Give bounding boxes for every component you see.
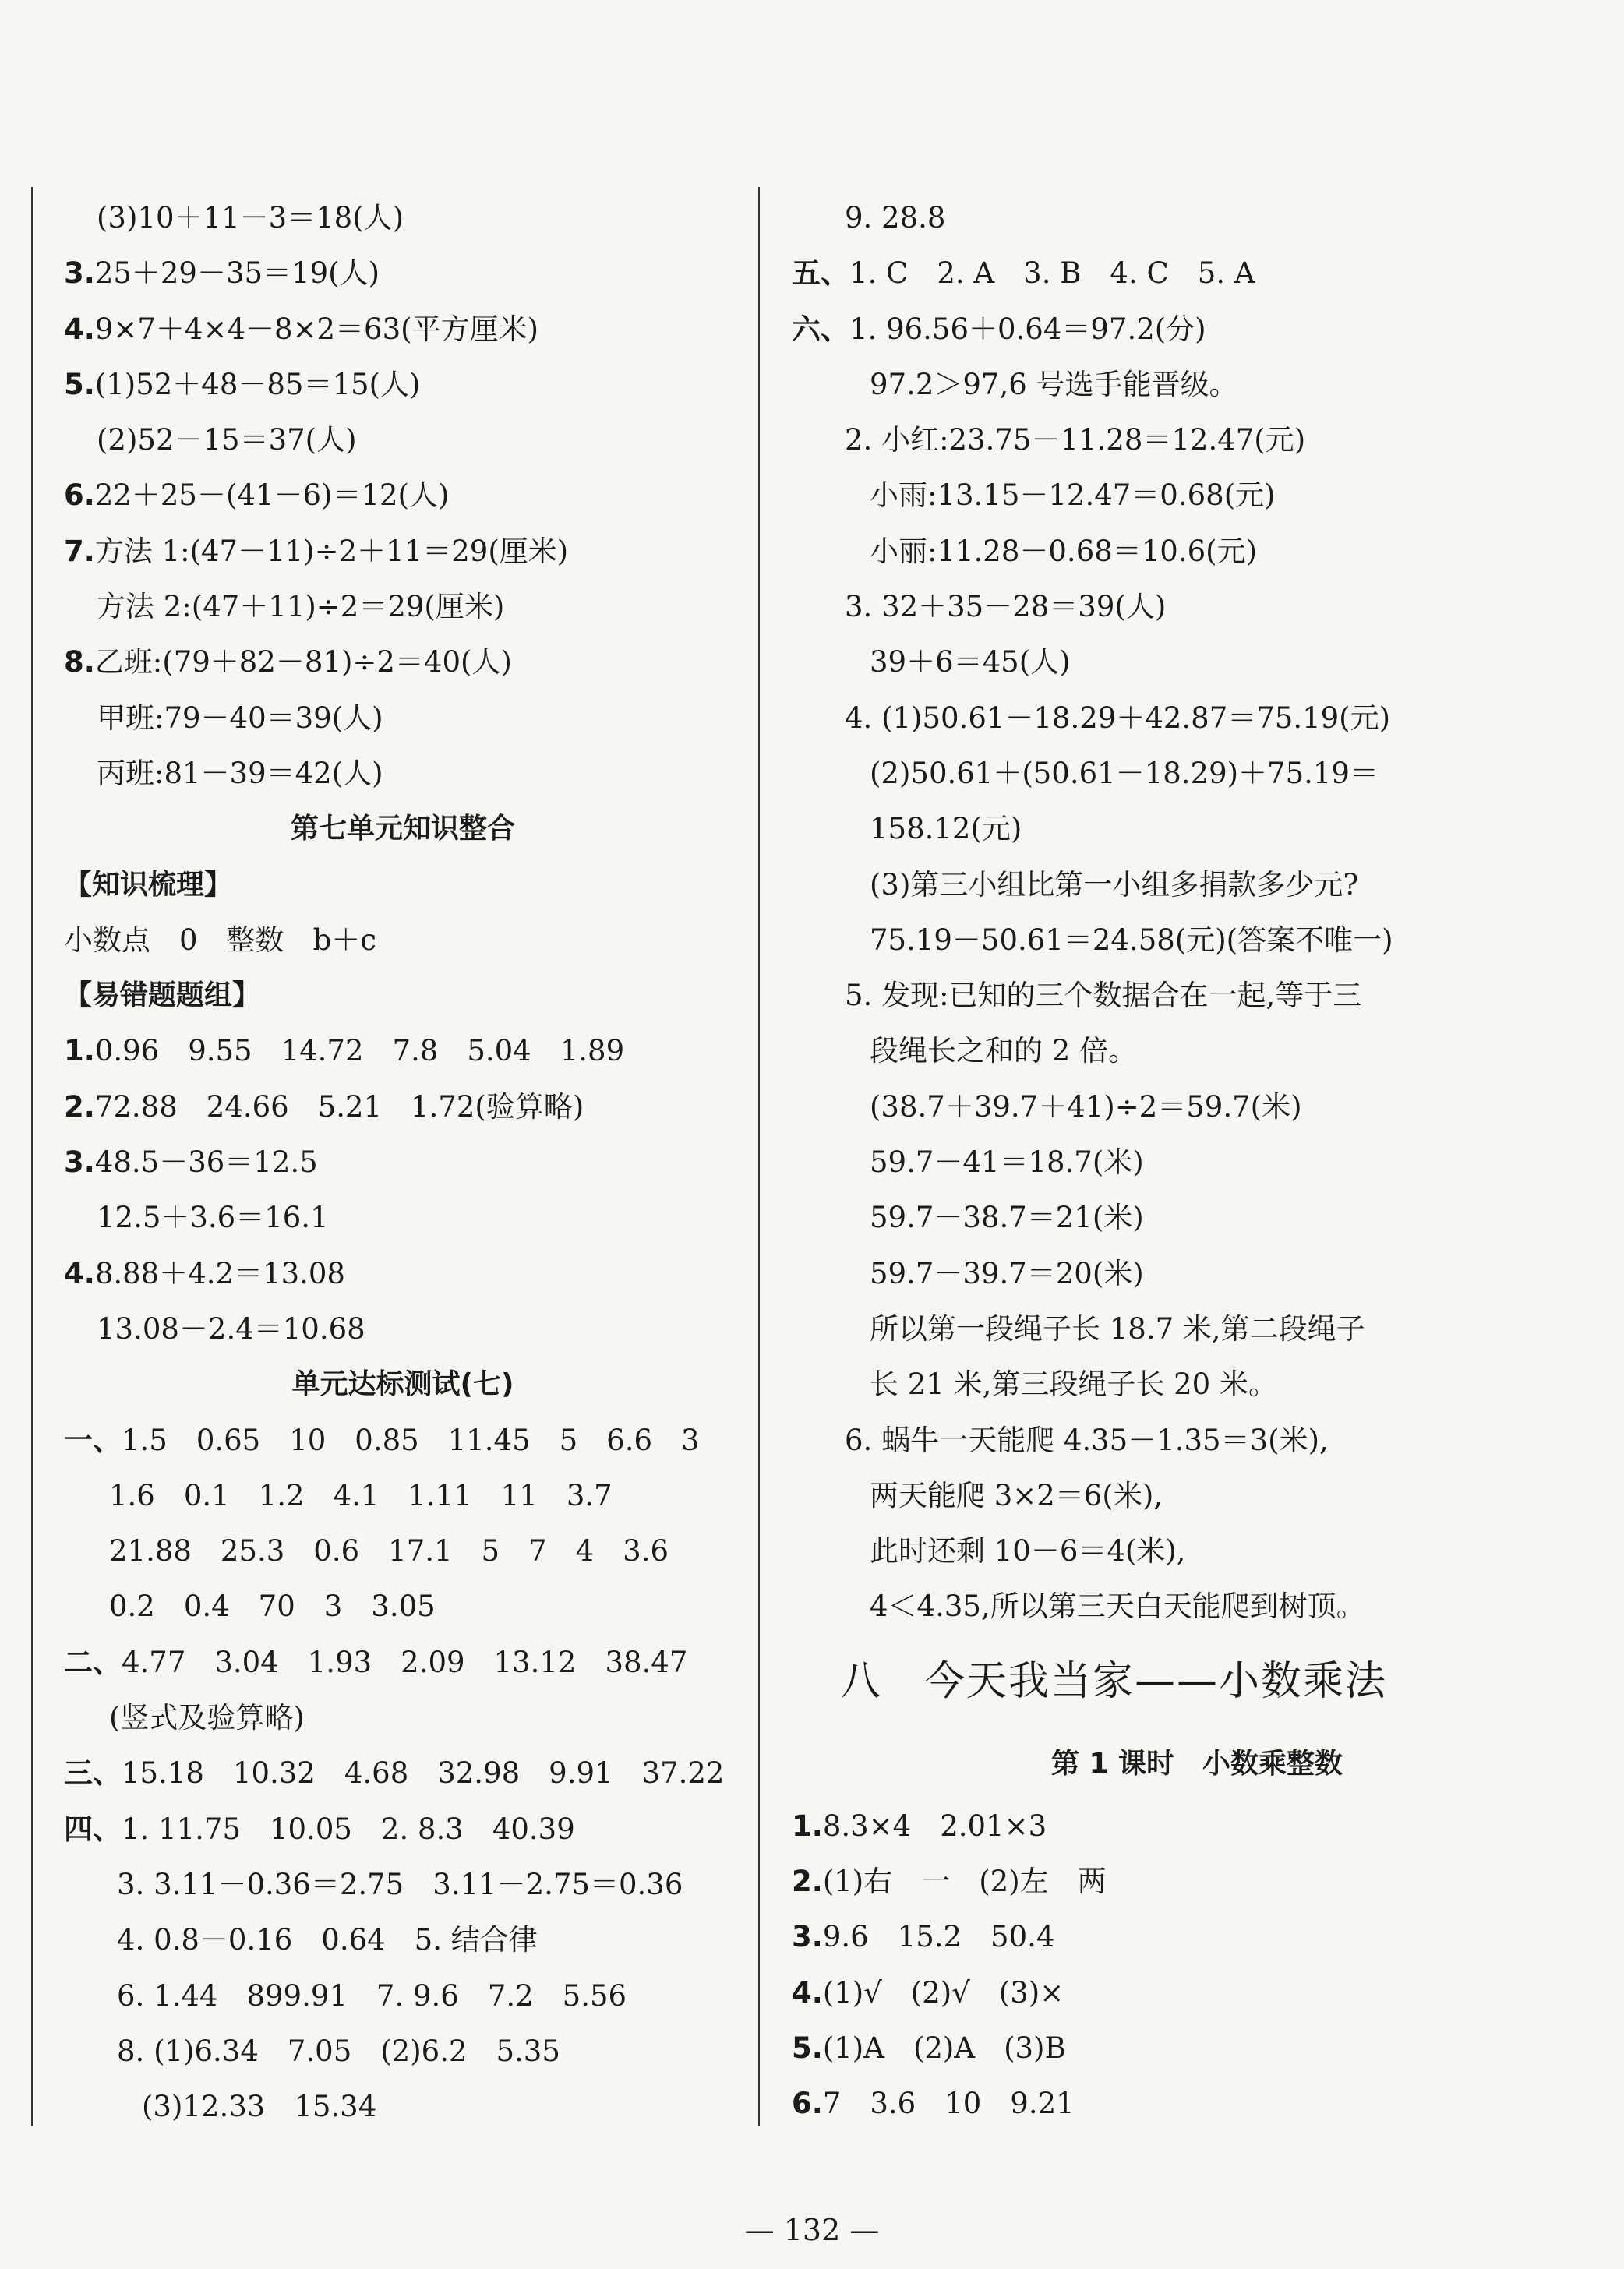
answer-text: 第七单元知识整合 bbox=[290, 813, 515, 845]
answer-text: 0.2 0.4 70 3 3.05 bbox=[109, 1590, 436, 1624]
answer-text: 丙班:81－39＝42(人) bbox=[97, 756, 383, 790]
lesson-title: 第 1 课时 小数乘整数 bbox=[1050, 1747, 1343, 1780]
answer-line bbox=[792, 1909, 1602, 1964]
answer-text: 1. 11.75 10.05 2. 8.3 40.39 bbox=[122, 1812, 575, 1846]
section-title: 八 今天我当家——小数乘法 bbox=[840, 1657, 1388, 1705]
answer-line bbox=[792, 857, 1602, 912]
item-number: 5. bbox=[64, 367, 95, 401]
answer-line bbox=[792, 2076, 1602, 2131]
answer-line bbox=[792, 1246, 1602, 1301]
answer-line bbox=[792, 412, 1602, 468]
answer-text: 158.12(元) bbox=[870, 812, 1022, 846]
item-number: 3. bbox=[792, 1920, 823, 1954]
item-number: 1. bbox=[64, 1034, 95, 1068]
answer-text: 3. 3.11－0.36＝2.75 3.11－2.75＝0.36 bbox=[117, 1867, 683, 1901]
answer-line bbox=[64, 1968, 742, 2024]
answer-text: (1)52＋48－85＝15(人) bbox=[94, 367, 421, 401]
answer-line bbox=[64, 468, 742, 523]
answer-text: 单元达标测试(七) bbox=[291, 1368, 514, 1401]
right-column bbox=[792, 190, 1602, 2132]
item-number: 4. bbox=[792, 1975, 823, 2010]
answer-text: (竖式及验算略) bbox=[109, 1701, 305, 1735]
answer-text: 75.19－50.61＝24.58(元)(答案不唯一) bbox=[870, 923, 1393, 957]
answer-text: 59.7－39.7＝20(米) bbox=[870, 1256, 1144, 1290]
answer-text: 59.7－41＝18.7(米) bbox=[870, 1145, 1144, 1180]
answer-text: 22＋25－(41－6)＝12(人) bbox=[94, 478, 450, 513]
answer-text: 6. 蜗牛一天能爬 4.35－1.35＝3(米), bbox=[845, 1423, 1329, 1457]
answer-text: 方法 2:(47＋11)÷2＝29(厘米) bbox=[97, 590, 505, 624]
item-number: 7. bbox=[64, 534, 95, 568]
answer-line bbox=[64, 1079, 742, 1134]
item-number: 一、 bbox=[64, 1423, 122, 1457]
left-column bbox=[64, 190, 742, 2134]
answer-line bbox=[64, 1413, 742, 1468]
answer-text: 0.96 9.55 14.72 7.8 5.04 1.89 bbox=[94, 1034, 625, 1068]
answer-text: 2. 小红:23.75－11.28＝12.47(元) bbox=[845, 423, 1306, 457]
answer-line bbox=[64, 1301, 742, 1357]
item-number: 六、 bbox=[792, 312, 849, 346]
answer-text: 小雨:13.15－12.47＝0.68(元) bbox=[870, 478, 1276, 513]
answer-line bbox=[64, 357, 742, 412]
answer-line bbox=[64, 1357, 742, 1412]
answer-line bbox=[792, 245, 1602, 301]
answer-line bbox=[64, 1023, 742, 1078]
answer-line bbox=[64, 690, 742, 746]
answer-text: 1. C 2. A 3. B 4. C 5. A bbox=[849, 256, 1255, 291]
answer-line bbox=[792, 1357, 1602, 1412]
answer-text: 4. 0.8－0.16 0.64 5. 结合律 bbox=[117, 1923, 538, 1957]
answer-line bbox=[64, 1635, 742, 1690]
answer-text: 长 21 米,第三段绳子长 20 米。 bbox=[870, 1367, 1277, 1402]
answer-text: 15.18 10.32 4.68 32.98 9.91 37.22 bbox=[122, 1756, 725, 1791]
answer-text: (1)A (2)A (3)B bbox=[822, 2031, 1066, 2065]
answer-line bbox=[64, 579, 742, 634]
answer-text: 小数点 0 整数 b＋c bbox=[64, 923, 376, 957]
answer-text: 方法 1:(47－11)÷2＋11＝29(厘米) bbox=[94, 534, 569, 568]
answer-text: 72.88 24.66 5.21 1.72(验算略) bbox=[94, 1089, 584, 1124]
answer-text: (3)第三小组比第一小组多捐款多少元? bbox=[870, 867, 1359, 902]
answer-line bbox=[64, 302, 742, 357]
right-column-answers bbox=[792, 190, 1602, 1635]
answer-line bbox=[64, 1745, 742, 1801]
answer-text: 6. 1.44 899.91 7. 9.6 7.2 5.56 bbox=[117, 1978, 627, 2013]
answer-text: 13.08－2.4＝10.68 bbox=[97, 1311, 365, 1346]
column-divider-rule bbox=[758, 187, 760, 2126]
answer-text: 所以第一段绳子长 18.7 米,第二段绳子 bbox=[870, 1311, 1365, 1346]
item-number: 1. bbox=[792, 1808, 823, 1843]
answer-line bbox=[792, 634, 1602, 690]
answer-line bbox=[792, 524, 1602, 579]
answer-line bbox=[792, 1301, 1602, 1357]
answer-line bbox=[792, 968, 1602, 1023]
answer-text: 7 3.6 10 9.21 bbox=[822, 2087, 1075, 2121]
answer-text: 8.88＋4.2＝13.08 bbox=[94, 1256, 345, 1290]
answer-text: 3. 32＋35－28＝39(人) bbox=[845, 590, 1167, 624]
answer-text: 12.5＋3.6＝16.1 bbox=[97, 1201, 329, 1235]
answer-text: 小丽:11.28－0.68＝10.6(元) bbox=[870, 534, 1258, 568]
item-number: 4. bbox=[64, 312, 95, 346]
answer-line bbox=[792, 1190, 1602, 1245]
answer-text: 9.6 15.2 50.4 bbox=[822, 1920, 1055, 1954]
answer-line bbox=[64, 746, 742, 801]
answer-line bbox=[64, 801, 742, 856]
item-number: 8. bbox=[64, 645, 95, 679]
answer-line bbox=[64, 1690, 742, 1745]
answer-line bbox=[64, 2079, 742, 2134]
item-number: 4. bbox=[64, 1256, 95, 1290]
answer-line bbox=[792, 1079, 1602, 1134]
answer-text: 21.88 25.3 0.6 17.1 5 7 4 3.6 bbox=[109, 1534, 669, 1569]
item-number: 二、 bbox=[64, 1645, 122, 1679]
answer-line bbox=[792, 1134, 1602, 1190]
answer-line bbox=[64, 1134, 742, 1190]
answer-line bbox=[64, 245, 742, 301]
answer-text: (3)12.33 15.34 bbox=[142, 2090, 377, 2124]
item-number: 3. bbox=[64, 256, 95, 291]
answer-text: 4. (1)50.61－18.29＋42.87＝75.19(元) bbox=[845, 700, 1391, 735]
item-number: 3. bbox=[64, 1145, 95, 1180]
answer-line bbox=[792, 912, 1602, 968]
answer-line bbox=[64, 1912, 742, 1967]
answer-text: (38.7＋39.7＋41)÷2＝59.7(米) bbox=[870, 1089, 1302, 1124]
answer-line bbox=[64, 634, 742, 690]
item-number: 四、 bbox=[64, 1812, 122, 1846]
answer-line bbox=[792, 1523, 1602, 1579]
answer-line bbox=[64, 1579, 742, 1634]
answer-line bbox=[64, 1801, 742, 1857]
answer-text: 段绳长之和的 2 倍。 bbox=[870, 1034, 1138, 1068]
answer-line bbox=[64, 968, 742, 1023]
answer-line bbox=[792, 190, 1602, 245]
answer-line bbox=[64, 912, 742, 968]
answer-text: (1)右 一 (2)左 两 bbox=[822, 1865, 1107, 1899]
item-number: 5. bbox=[792, 2031, 823, 2065]
answer-line bbox=[792, 1413, 1602, 1468]
item-number: 2. bbox=[792, 1865, 823, 1899]
answer-line bbox=[792, 2020, 1602, 2076]
answer-line bbox=[64, 2024, 742, 2079]
answer-text: 乙班:(79＋82－81)÷2＝40(人) bbox=[94, 645, 512, 679]
answer-line bbox=[792, 801, 1602, 856]
answer-line bbox=[792, 468, 1602, 523]
answer-text: (2)52－15＝37(人) bbox=[97, 423, 357, 457]
answer-line bbox=[792, 1579, 1602, 1634]
answer-line bbox=[792, 1468, 1602, 1523]
answer-text: 39＋6＝45(人) bbox=[870, 645, 1071, 679]
answer-line bbox=[792, 357, 1602, 412]
answer-text: 48.5－36＝12.5 bbox=[94, 1145, 318, 1180]
answer-text: 25＋29－35＝19(人) bbox=[94, 256, 380, 291]
item-number: 五、 bbox=[792, 256, 849, 291]
answer-line bbox=[64, 1857, 742, 1912]
answer-line bbox=[64, 1468, 742, 1523]
answer-text: 9×7＋4×4－8×2＝63(平方厘米) bbox=[94, 312, 539, 346]
answer-line bbox=[792, 579, 1602, 634]
answer-text: (1)√ (2)√ (3)× bbox=[822, 1975, 1064, 2010]
item-number: 6. bbox=[64, 478, 95, 513]
answer-text: 【知识梳理】 bbox=[64, 868, 233, 901]
answer-text: 4＜4.35,所以第三天白天能爬到树顶。 bbox=[870, 1590, 1365, 1624]
answer-line bbox=[64, 1246, 742, 1301]
left-margin-rule bbox=[31, 187, 33, 2126]
answer-line bbox=[64, 1190, 742, 1245]
answer-text: 1. 96.56＋0.64＝97.2(分) bbox=[849, 312, 1206, 346]
answer-line bbox=[64, 412, 742, 468]
answer-text: 4.77 3.04 1.93 2.09 13.12 38.47 bbox=[122, 1645, 688, 1679]
page-number: — 132 — bbox=[744, 2213, 880, 2247]
item-number: 2. bbox=[64, 1089, 95, 1124]
answer-text: 两天能爬 3×2＝6(米), bbox=[870, 1478, 1163, 1512]
answer-text: 8. (1)6.34 7.05 (2)6.2 5.35 bbox=[117, 2034, 560, 2068]
answer-line bbox=[64, 190, 742, 245]
answer-line bbox=[792, 1798, 1602, 1854]
item-number: 6. bbox=[792, 2087, 823, 2121]
answer-text: 此时还剩 10－6＝4(米), bbox=[870, 1534, 1186, 1569]
item-number: 三、 bbox=[64, 1756, 122, 1791]
answer-line bbox=[792, 1023, 1602, 1078]
answer-line bbox=[792, 302, 1602, 357]
answer-line bbox=[792, 1965, 1602, 2020]
answer-text: 甲班:79－40＝39(人) bbox=[97, 700, 383, 735]
answer-text: 1.5 0.65 10 0.85 11.45 5 6.6 3 bbox=[122, 1423, 700, 1457]
answer-line bbox=[792, 1854, 1602, 1909]
answer-line bbox=[64, 524, 742, 579]
answer-text: 8.3×4 2.01×3 bbox=[822, 1808, 1047, 1843]
answer-text: 9. 28.8 bbox=[845, 201, 946, 235]
answer-text: 1.6 0.1 1.2 4.1 1.11 11 3.7 bbox=[109, 1478, 613, 1512]
answer-line bbox=[64, 1523, 742, 1579]
answer-line bbox=[792, 746, 1602, 801]
answer-text: 5. 发现:已知的三个数据合在一起,等于三 bbox=[845, 979, 1362, 1013]
answer-text: (2)50.61＋(50.61－18.29)＋75.19＝ bbox=[870, 756, 1379, 790]
answer-text: 【易错题题组】 bbox=[64, 979, 261, 1012]
answer-text: (3)10＋11－3＝18(人) bbox=[97, 201, 404, 235]
answer-text: 59.7－38.7＝21(米) bbox=[870, 1201, 1144, 1235]
answer-line bbox=[64, 857, 742, 912]
answer-line bbox=[792, 690, 1602, 746]
answer-text: 97.2＞97,6 号选手能晋级。 bbox=[870, 367, 1238, 401]
lesson-answers bbox=[792, 1798, 1602, 2132]
